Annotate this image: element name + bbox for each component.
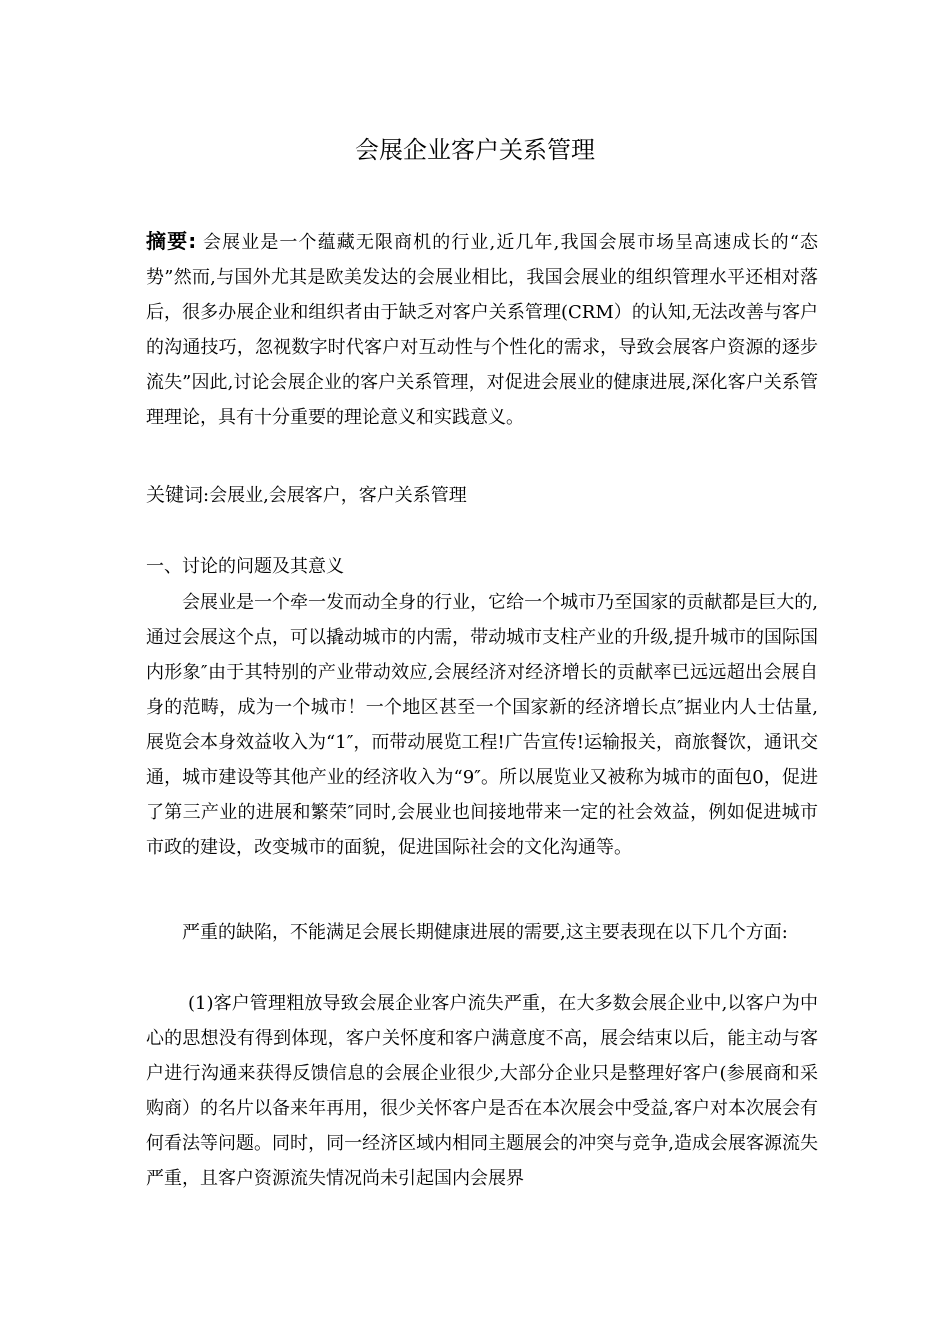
keywords-label: 关键词 [146, 484, 204, 506]
keywords-paragraph [146, 478, 818, 513]
abstract-text: 会展业是一个蕴藏无限商机的行业,近几年,我国会展市场呈高速成长的“态势”然而,与国外尤其是欧美发达的会展业相比，我国会展业的组织管理水平还相对落后，很多办展企业和组织者由于缺乏对客户关系管理(CRM）的认知,无法改善与客户的沟通技巧，忽视数字时代客户对互动性与个性化的需求，导致会展客户资源的逐步流失”因此,讨论会展企业的客户关系管理，对促进会展业的健康进展,深化客户关系管理理论，具有十分重要的理论意义和实践意义。 [146, 232, 818, 428]
body-paragraph-2: 严重的缺陷，不能满足会展长期健康进展的需要,这主要表现在以下几个方面: [182, 922, 788, 943]
abstract-label: 摘要: [146, 229, 197, 253]
keywords-text: :会展业,会展客户，客户关系管理 [203, 485, 467, 506]
abstract-paragraph [146, 224, 818, 435]
document-title: 会展企业客户关系管理 [355, 136, 595, 164]
section-heading: 一、讨论的问题及其意义 [146, 556, 344, 577]
body-paragraph-3: (1)客户管理粗放导致会展企业客户流失严重，在大多数会展企业中,以客户为中心的思想没有得到体现，客户关怀度和客户满意度不高，展会结束以后，能主动与客户进行沟通来获得反馈信息的会展企业很少,大部分企业只是整理好客户(参展商和采购商）的名片以备来年再用，很少关怀客户是否在本次展会中受益,客户对本次展会有何看法等问题。同时，同一经济区域内相同主题展会的冲突与竞争,造成会展客源流失严重，且客户资源流失情况尚未引起国内会展界 [146, 993, 818, 1189]
body-paragraph-1: 会展业是一个牵一发而动全身的行业，它给一个城市乃至国家的贡献都是巨大的,通过会展这个点，可以撬动城市的内需，带动城市支柱产业的升级,提升城市的国际国内形象″由于其特别的产业带动效应,会展经济对经济增长的贡献率已远远超出会展自身的范畴，成为一个城市！一个地区甚至一个国家新的经济增长点″据业内人士估量,展览会本身效益收入为“1″，而带动展览工程!广告宣传!运输报关，商旅餐饮，通讯交通，城市建设等其他产业的经济收入为“9″。所以展览业又被称为城市的面包0，促进了第三产业的进展和繁荣″同时,会展业也间接地带来一定的社会效益，例如促进城市市政的建设，改变城市的面貌，促进国际社会的文化沟通等。 [146, 592, 818, 858]
